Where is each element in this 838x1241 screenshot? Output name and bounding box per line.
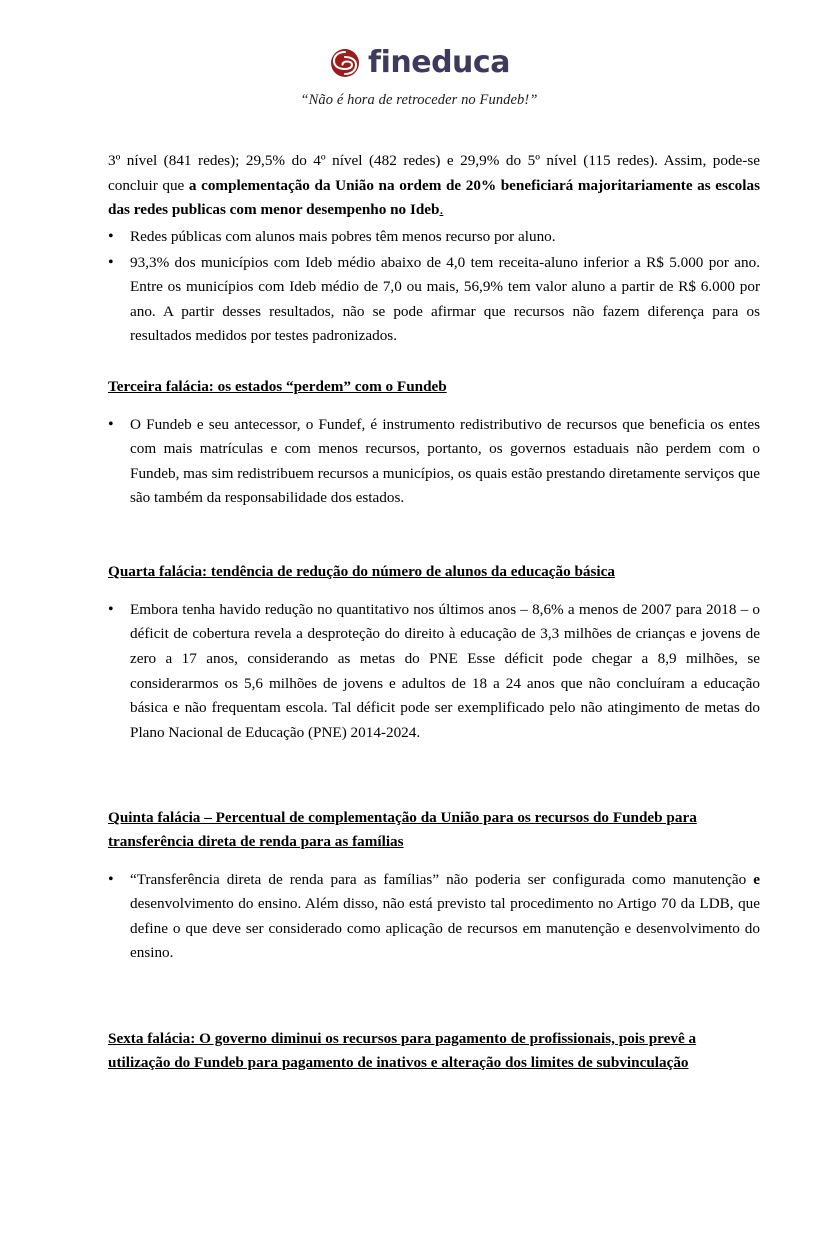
section-heading-quinta-falacia: Quinta falácia – Percentual de complementação da União para os recursos do Fundeb para transferência direta de renda para as famílias [108, 809, 697, 850]
spacer [78, 746, 760, 780]
list-item-text-part-3: desenvolvimento do ensino. Além disso, não está previsto tal procedimento no Artigo 70 da LDB, que define o que deve ser considerado como aplicação de recursos em manutenção e desenvolvimento do ensino. [130, 895, 760, 962]
logo [78, 46, 760, 80]
bullet-list-section-4 [78, 598, 760, 746]
list-item: • Redes públicas com alunos mais pobres têm menos recurso por aluno. [78, 225, 760, 250]
list-item: • O Fundeb e seu antecessor, o Fundef, é instrumento redistributivo de recursos que beneficia os entes com mais matrículas e com menos recursos, portanto, os governos estaduais não perdem com o Fundeb, mas sim redistribuem recursos a municípios, os quais estão prestando diretamente serviços que são também da responsabilidade dos estados. [78, 413, 760, 512]
header-tagline: “Não é hora de retroceder no Fundeb!” [300, 92, 538, 108]
fineduca-swirl-logo-icon [328, 46, 362, 80]
list-item: • Embora tenha havido redução no quantitativo nos últimos anos – 8,6% a menos de 2007 para 2018 – o déficit de cobertura revela a desproteção do direito à educação de 3,3 milhões de crianças e jovens de zero a 17 anos, considerando as metas do PNE Esse déficit pode chegar a 8,9 milhões, se considerarmos os 5,6 milhões de jovens e adultos de 18 a 24 anos que não concluíram a educação básica e não frequentam escola. Tal déficit pode ser exemplificado pelo não atingimento de metas do Plano Nacional de Educação (PNE) 2014-2024. [78, 598, 760, 746]
paragraph-text-bold: a complementação da União na ordem de 20% beneficiará majoritariamente as escolas das redes publicas com menor desempenho no Ideb [108, 176, 760, 219]
spacer [78, 512, 760, 534]
logo-text: fineduca [368, 45, 510, 80]
section-heading-terceira-falacia: Terceira falácia: os estados “perdem” com o Fundeb [108, 378, 447, 395]
document-content [78, 149, 760, 1074]
list-item-text-bold: e [753, 870, 760, 888]
document-header [78, 46, 760, 109]
bullet-list-section-2 [78, 225, 760, 349]
paragraph-text-part-3: . [439, 201, 444, 219]
bullet-list-section-5 [78, 868, 760, 967]
bullet-list-section-3 [78, 413, 760, 512]
section-heading-sexta-falacia: Sexta falácia: O governo diminui os recursos para pagamento de profissionais, pois prevê a utilização do Fundeb para pagamento de inativos e alteração dos limites de subvinculação [108, 1030, 697, 1071]
spacer [78, 967, 760, 1001]
section-heading-quarta-falacia: Quarta falácia: tendência de redução do número de alunos da educação básica [108, 563, 615, 581]
paragraph-text-part-1: 3º nível (841 redes); 29,5% do 4º nível (482 redes) e 29,9% do 5º nível (115 redes). Assim, pode-se concluir que [108, 152, 760, 194]
list-item: • 93,3% dos municípios com Ideb médio abaixo de 4,0 tem receita-aluno inferior a R$ 5.000 por ano. Entre os municípios com Ideb médio de 7,0 ou mais, 56,9% tem valor aluno a partir de R$ 6.000 por ano. A partir desses resultados, não se pode afirmar que recursos não fazem diferença para os resultados medidos por testes padronizados. [78, 251, 760, 350]
paragraph-continuation [78, 149, 760, 223]
list-item-text-part-1: “Transferência direta de renda para as famílias” não poderia ser configurada como manutenção [130, 870, 754, 888]
list-item [78, 868, 760, 967]
